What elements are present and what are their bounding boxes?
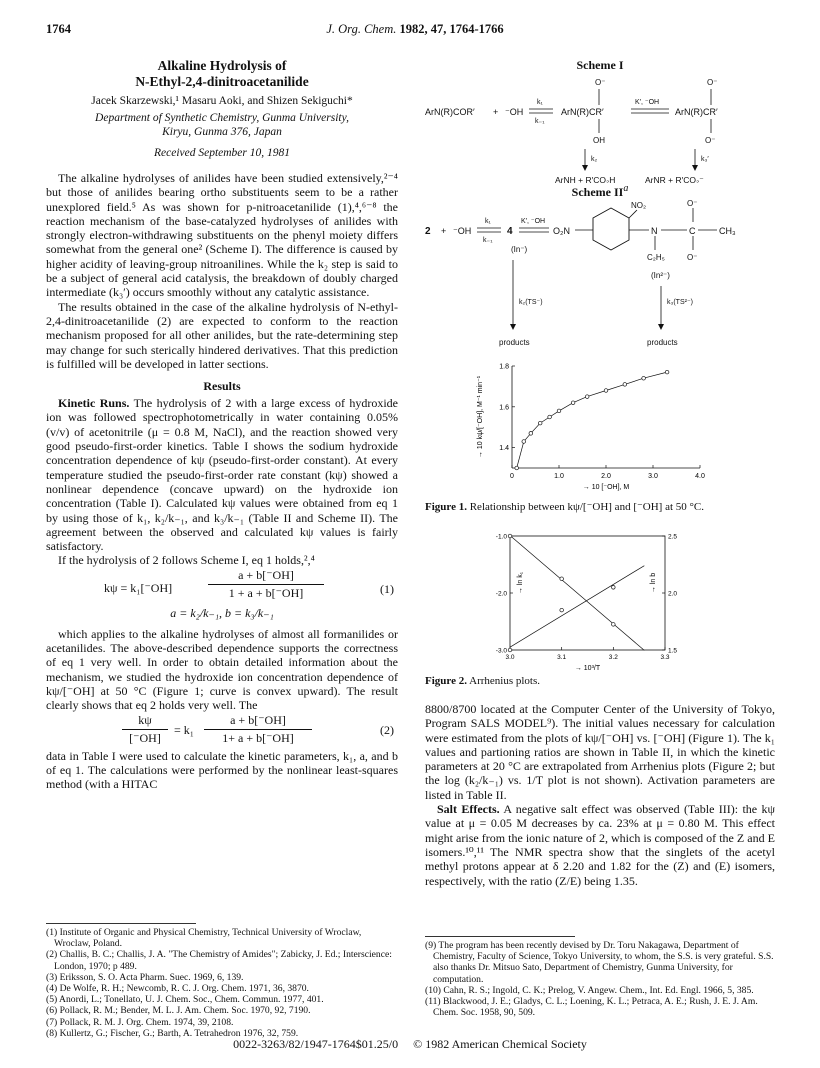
fig1-point xyxy=(557,409,561,413)
eq1-denominator: 1 + a + b[⁻OH] xyxy=(228,585,304,600)
fig1-point xyxy=(604,389,608,393)
scheme1-int1-bottom: OH xyxy=(593,136,605,145)
scheme2-no2: NO₂ xyxy=(631,201,647,210)
page-footer xyxy=(0,1037,820,1052)
scheme1-reactant: ArN(R)COR′ xyxy=(425,107,475,117)
scheme2-products-1: products xyxy=(499,338,530,347)
eq1-number: (1) xyxy=(380,581,394,596)
page-number: 1764 xyxy=(46,22,71,36)
fig1-x-tick-label: 0 xyxy=(510,473,514,480)
fig2-y-right-tick-label: 1.5 xyxy=(668,647,678,655)
footnote-11: (11) Blackwood, J. E.; Gladys, C. L.; Loening, K. L.; Petraca, A. E.; Rush, J. E. J. Am. Chem. Soc. 1958, 90, 509. xyxy=(425,996,758,1019)
eq2-fraction-bar xyxy=(204,729,312,730)
scheme2-c: C xyxy=(689,226,696,236)
paragraph-eq1-applies: which applies to the alkaline hydrolyses of almost all formanilides or acetanilides. The above-described dependence supports the correctness of eq 1 very well. In order to obtain detailed information about the mechanism, we studied the hydroxide ion concentration dependence of kψ/[⁻OH] at 50 °C (Figure 1; curve is convex upward). The result clearly shows that eq 2 holds very well. The xyxy=(46,626,398,713)
scheme2-c2h5: C₂H₅ xyxy=(647,253,665,262)
equation-1 xyxy=(46,568,398,606)
figure-2-chart xyxy=(470,528,720,673)
fig2-x-tick-label: 3.0 xyxy=(505,654,515,661)
scheme-2-title-sup: a xyxy=(623,183,629,194)
paragraph-salt-effects xyxy=(425,802,775,888)
scheme2-o2n: O₂N xyxy=(553,226,570,236)
fig1-point xyxy=(522,440,526,444)
fig1-curve xyxy=(517,372,667,468)
footnote-9: (9) The program has been recently devised by Dr. Toru Nakagawa, Department of Chemistry, Faculty of Science, Tokyo University, to whom, the S.S. is very grateful. S.S. also thanks Dr. Mitsuo Sato, Department of Chemistry, Gunma University, for computation. xyxy=(425,940,774,985)
eq2-fraction xyxy=(204,713,312,746)
scheme-2-title xyxy=(425,183,775,200)
scheme-1-title: Scheme I xyxy=(576,58,624,72)
scheme1-int2: ArN(R)CR′ xyxy=(675,107,718,117)
fig1-x-tick-label: 1.0 xyxy=(554,473,564,480)
scheme-2-title-text: Scheme II xyxy=(571,185,624,199)
fig1-point xyxy=(642,376,646,380)
figure-2 xyxy=(470,528,720,678)
kinetic-runs-text: The hydrolysis of 2 with a large excess of hydroxide ion was followed spectrophotometrically in water containing 0.05% (v/v) of acetonitrile (μ = 0.8 M, NaCl), and the reaction showed very good pseudo-first-order kinetics. Table I shows the sodium hydroxide concentration dependence of kψ (pseudo-first-order constant). At every temperature studied the pseudo-first-order rate constant (kψ) showed a nonlinear dependence (concave upward) on the hydroxide ion concentration (Table I). Calculated kψ values were obtained from eq 1 by using those of k₁, k₂/k₋₁, and k₃/k₋₁ (Table II and Scheme II). The agreement between the observed and calculated kψ values is fairly satisfactory. xyxy=(46,396,398,554)
scheme2-in2-label: (In²⁻) xyxy=(651,271,670,280)
fig2-fit-line-left xyxy=(510,536,644,651)
scheme1-int1-top: O⁻ xyxy=(595,78,606,87)
footer-code: 0022-3263/82/1947-1764$01.25/0 xyxy=(233,1037,399,1051)
authors: Jacek Skarzewski,¹ Masaru Aoki, and Shizen Sekiguchi* xyxy=(91,95,353,107)
fig1-point xyxy=(623,383,627,387)
fig1-point xyxy=(571,401,575,405)
scheme2-oh: ⁻OH xyxy=(453,226,472,236)
fig2-point-right xyxy=(508,648,512,652)
fig1-point xyxy=(538,421,542,425)
scheme2-koh: K′, ⁻OH xyxy=(521,218,546,225)
scheme2-ch3: CH₃ xyxy=(719,226,736,236)
scheme2-int-number: 4 xyxy=(507,226,513,237)
scheme2-products-2: products xyxy=(647,338,678,347)
eq1-lhs: kψ = k₁[⁻OH] xyxy=(104,580,173,595)
footer-copyright: © 1982 American Chemical Society xyxy=(413,1037,587,1051)
fig2-point-right xyxy=(612,586,616,590)
eq2-lhs xyxy=(122,713,168,746)
fig1-x-tick-label: 4.0 xyxy=(695,473,705,480)
figure-2-caption xyxy=(425,675,775,687)
section-heading-results: Results xyxy=(203,379,241,394)
footnote-4: (4) De Wolfe, R. H.; Newcomb, R. C. J. Org. Chem. 1971, 36, 3870. xyxy=(46,983,309,995)
fig2-x-tick-label: 3.3 xyxy=(660,654,670,661)
footnote-7: (7) Pollack, R. M. J. Org. Chem. 1974, 39, 2108. xyxy=(46,1016,234,1028)
footnote-6: (6) Pollack, R. M.; Bender, M. L. J. Am. Chem. Soc. 1970, 92, 7190. xyxy=(46,1005,311,1017)
footnote-1: (1) Institute of Organic and Physical Chemistry, Technical University of Wroclaw, Wroclaw, Poland. xyxy=(46,927,362,950)
fig2-fit-line-right xyxy=(510,566,644,648)
scheme1-k1: k₁ xyxy=(537,99,543,106)
fig1-point xyxy=(585,395,589,399)
scheme1-kprime: K′, ⁻OH xyxy=(635,99,660,106)
fig2-x-label: → 10³/T xyxy=(574,665,601,672)
footnotes-right xyxy=(425,940,775,1018)
fig1-point xyxy=(515,466,519,470)
footnote-rule-left xyxy=(46,923,196,924)
eq1-definitions: a = k₂/k₋₁, b = k₃/k₋₁ xyxy=(170,605,274,620)
fig1-x-tick-label: 2.0 xyxy=(601,473,611,480)
paragraph-intro: The alkaline hydrolyses of anilides have been studied extensively,²⁻⁴ but those of anilides bearing ortho substituents seem to be a rather unexplored field.⁵ As was shown for p-nitroacetanilide (1),⁴,⁶⁻⁸ the reaction mechanism of the base-catalyzed hydrolyses of anilides with strongly electron-withdrawing substituents on the phenyl moiety differs somewhat from the general one² (Scheme I). The difference is caused by higher acidity of leaving-group nitroanilines. While the k₂ step is said to be a subject of general acid catalysis, the breakdown of doubly charged intermediate (k₃′) occurs smoothly without any catalytic assistance. xyxy=(46,171,398,300)
figure-1-caption xyxy=(425,500,775,513)
fig2-y-right-label: → ln b xyxy=(650,572,657,594)
fig2-point-left xyxy=(612,623,616,627)
paragraph-computation: 8800/8700 located at the Computer Center of the University of Tokyo, Program SALS MODEL⁹). The initial values necessary for calculation were estimated from the plots of kψ/[⁻OH] vs. [⁻OH] (Figure 1). The k₁ values and partioning ratios are shown in Table II, in which the kinetic parameters at 20 °C are extrapolated from Arrhenius plots (Figure 2; but the log (k₂/k₋₁) vs. 1/T plot is not shown). Activation parameters are listed in Table II. xyxy=(425,702,775,802)
affiliation xyxy=(46,111,398,139)
eq2-numerator: a + b[⁻OH] xyxy=(230,712,286,727)
figure-2-caption-text: Arrhenius plots. xyxy=(469,675,541,687)
affiliation-line-2: Kiryu, Gunma 376, Japan xyxy=(162,126,282,138)
scheme-2-diagram xyxy=(425,200,775,350)
fig2-point-left xyxy=(560,577,564,581)
fig2-y-left-tick-label: -2.0 xyxy=(495,590,507,598)
scheme-2 xyxy=(425,183,775,350)
running-header xyxy=(290,22,540,37)
article-title xyxy=(46,58,398,90)
eq2-lhs-denominator: [⁻OH] xyxy=(129,730,161,745)
footnote-8: (8) Kullertz, G.; Fischer, G.; Barth, A. Tetrahedron 1976, 32, 759. xyxy=(46,1027,299,1039)
title-line-1: Alkaline Hydrolysis of xyxy=(157,58,287,73)
footnote-10: (10) Cahn, R. S.; Ingold, C. K.; Prelog, V. Angew. Chem., Int. Ed. Engl. 1966, 5, 385. xyxy=(425,984,754,996)
scheme1-int1: ArN(R)CR′ xyxy=(561,107,604,117)
fig1-point xyxy=(548,415,552,419)
right-column-text xyxy=(425,702,775,888)
scheme2-k1: k₁ xyxy=(485,218,491,225)
fig2-y-left-tick-label: -3.0 xyxy=(495,647,507,655)
fig2-x-tick-label: 3.2 xyxy=(608,654,618,661)
fig2-y-right-tick-label: 2.5 xyxy=(668,533,678,541)
scheme2-km1: k₋₁ xyxy=(483,237,493,244)
fig1-y-label: → 10 kψ/[⁻OH], M⁻¹ min⁻¹ xyxy=(477,375,484,459)
figure-1-caption-text: Relationship between kψ/[⁻OH] and [⁻OH] at 50 °C. xyxy=(469,501,705,513)
eq2-lhs-numerator: kψ xyxy=(138,712,152,727)
eq1-fraction xyxy=(208,568,324,601)
scheme-1 xyxy=(425,58,775,183)
eq2-middle: = k₁ xyxy=(174,722,194,737)
runin-salt-effects: Salt Effects. xyxy=(437,802,500,817)
fig1-y-tick-label: 1.6 xyxy=(499,404,509,412)
scheme1-k2: k₂ xyxy=(591,156,598,163)
salt-effects-text: A negative salt effect was observed (Table III): the kψ value at μ = 0.05 M decreases by ca. 23% at μ = 0.80 M. This effect might arise from the ionic nature of 2, which is composed of the Z and E isomers.¹⁰,¹¹ The NMR spectra show that the singlets of the acetyl methyl protons appear at δ 2.20 and 1.82 for the (Z) and (E) isomers, respectively, with the ratio (Z/E) being 1.35. xyxy=(425,802,775,888)
footnote-3: (3) Eriksson, S. O. Acta Pharm. Suec. 1969, 6, 139. xyxy=(46,971,244,983)
scheme2-plus: + xyxy=(441,226,447,236)
fig1-y-tick-label: 1.8 xyxy=(499,363,509,371)
scheme1-products-1: ArNH + R′CO₂H xyxy=(555,175,616,183)
fig2-y-left-label: → ln k₁ xyxy=(517,571,524,595)
figure-1 xyxy=(470,358,720,498)
fig1-y-tick-label: 1.4 xyxy=(499,445,509,453)
figure-1-caption-label: Figure 1. xyxy=(425,501,467,513)
paragraph-scheme-eq1: If the hydrolysis of 2 follows Scheme I, eq 1 holds,²,⁴ xyxy=(58,553,315,568)
scheme2-reactant: 2 xyxy=(425,226,431,237)
eq1-fraction-bar xyxy=(208,584,324,585)
scheme2-o-bottom: O⁻ xyxy=(687,253,698,262)
fig2-y-left-tick-label: -1.0 xyxy=(495,533,507,541)
title-line-2: N-Ethyl-2,4-dinitroacetanilide xyxy=(135,74,309,89)
affiliation-line-1: Department of Synthetic Chemistry, Gunma University, xyxy=(95,112,349,124)
fig1-point xyxy=(665,370,669,374)
scheme1-products-2: ArNR + R′CO₂⁻ xyxy=(645,175,704,183)
eq2-lhs-bar xyxy=(122,729,168,730)
scheme2-n: N xyxy=(651,226,658,236)
paragraph-kinetic-runs xyxy=(46,396,398,553)
equation-2 xyxy=(46,713,398,749)
eq2-number: (2) xyxy=(380,722,394,737)
scheme2-k2-ts: k₂(TS⁻) xyxy=(519,299,543,306)
fig2-point-left xyxy=(508,534,512,538)
scheme1-int2-bottom: O⁻ xyxy=(705,136,716,145)
received-date: Received September 10, 1981 xyxy=(153,147,291,159)
scheme1-k3p: k₃′ xyxy=(701,156,709,163)
paragraph-eq2-data: data in Table I were used to calculate the kinetic parameters, k₁, a, and b of eq 1. The calculations were performed by the nonlinear least-squares method (with a HITAC xyxy=(46,748,398,792)
fig2-y-right-tick-label: 2.0 xyxy=(668,590,678,598)
footnotes-left xyxy=(46,927,398,1039)
figure-2-caption-label: Figure 2. xyxy=(425,675,467,687)
scheme2-in-label: (In⁻) xyxy=(511,245,528,254)
scheme1-oh: ⁻OH xyxy=(505,107,524,117)
fig2-x-tick-label: 3.1 xyxy=(557,654,567,661)
footnote-rule-right xyxy=(425,936,575,937)
scheme1-plus: + xyxy=(493,107,499,117)
eq1-numerator: a + b[⁻OH] xyxy=(238,567,294,582)
fig1-x-label: → 10 [⁻OH], M xyxy=(582,484,630,491)
journal-citation: 1982, 47, 1764-1766 xyxy=(399,22,504,36)
runin-kinetic-runs: Kinetic Runs. xyxy=(58,396,130,411)
journal-name: J. Org. Chem. xyxy=(326,22,397,36)
scheme-1-diagram xyxy=(425,73,775,183)
paragraph-results-expected: The results obtained in the case of the alkaline hydrolysis of N-ethyl-2,4-dinitroacetanilide (2) are expected to conform to the reaction mechanism proposed for all other anilides, but the rate-determining step may change for such sterically hindered derivatives. That this prediction is fulfilled will be developed in latter sections. xyxy=(46,299,398,371)
scheme1-km1: k₋₁ xyxy=(535,118,545,125)
footnote-2: (2) Challis, B. C.; Challis, J. A. "The Chemistry of Amides"; Zabicky, J. Ed.; Interscience: London, 1970; p 489. xyxy=(46,949,392,972)
scheme2-k3-ts: k₃(TS²⁻) xyxy=(667,299,693,306)
left-column xyxy=(46,58,398,791)
fig2-point-right xyxy=(560,608,564,612)
figure-1-chart xyxy=(470,358,720,493)
scheme2-o-top: O⁻ xyxy=(687,200,698,208)
fig1-x-tick-label: 3.0 xyxy=(648,473,658,480)
footnote-5: (5) Anordi, L.; Tonellato, U. J. Chem. Soc., Chem. Commun. 1977, 401. xyxy=(46,994,324,1006)
fig1-point xyxy=(529,432,533,436)
eq2-denominator: 1+ a + b[⁻OH] xyxy=(222,730,294,745)
scheme1-int2-top: O⁻ xyxy=(707,78,718,87)
